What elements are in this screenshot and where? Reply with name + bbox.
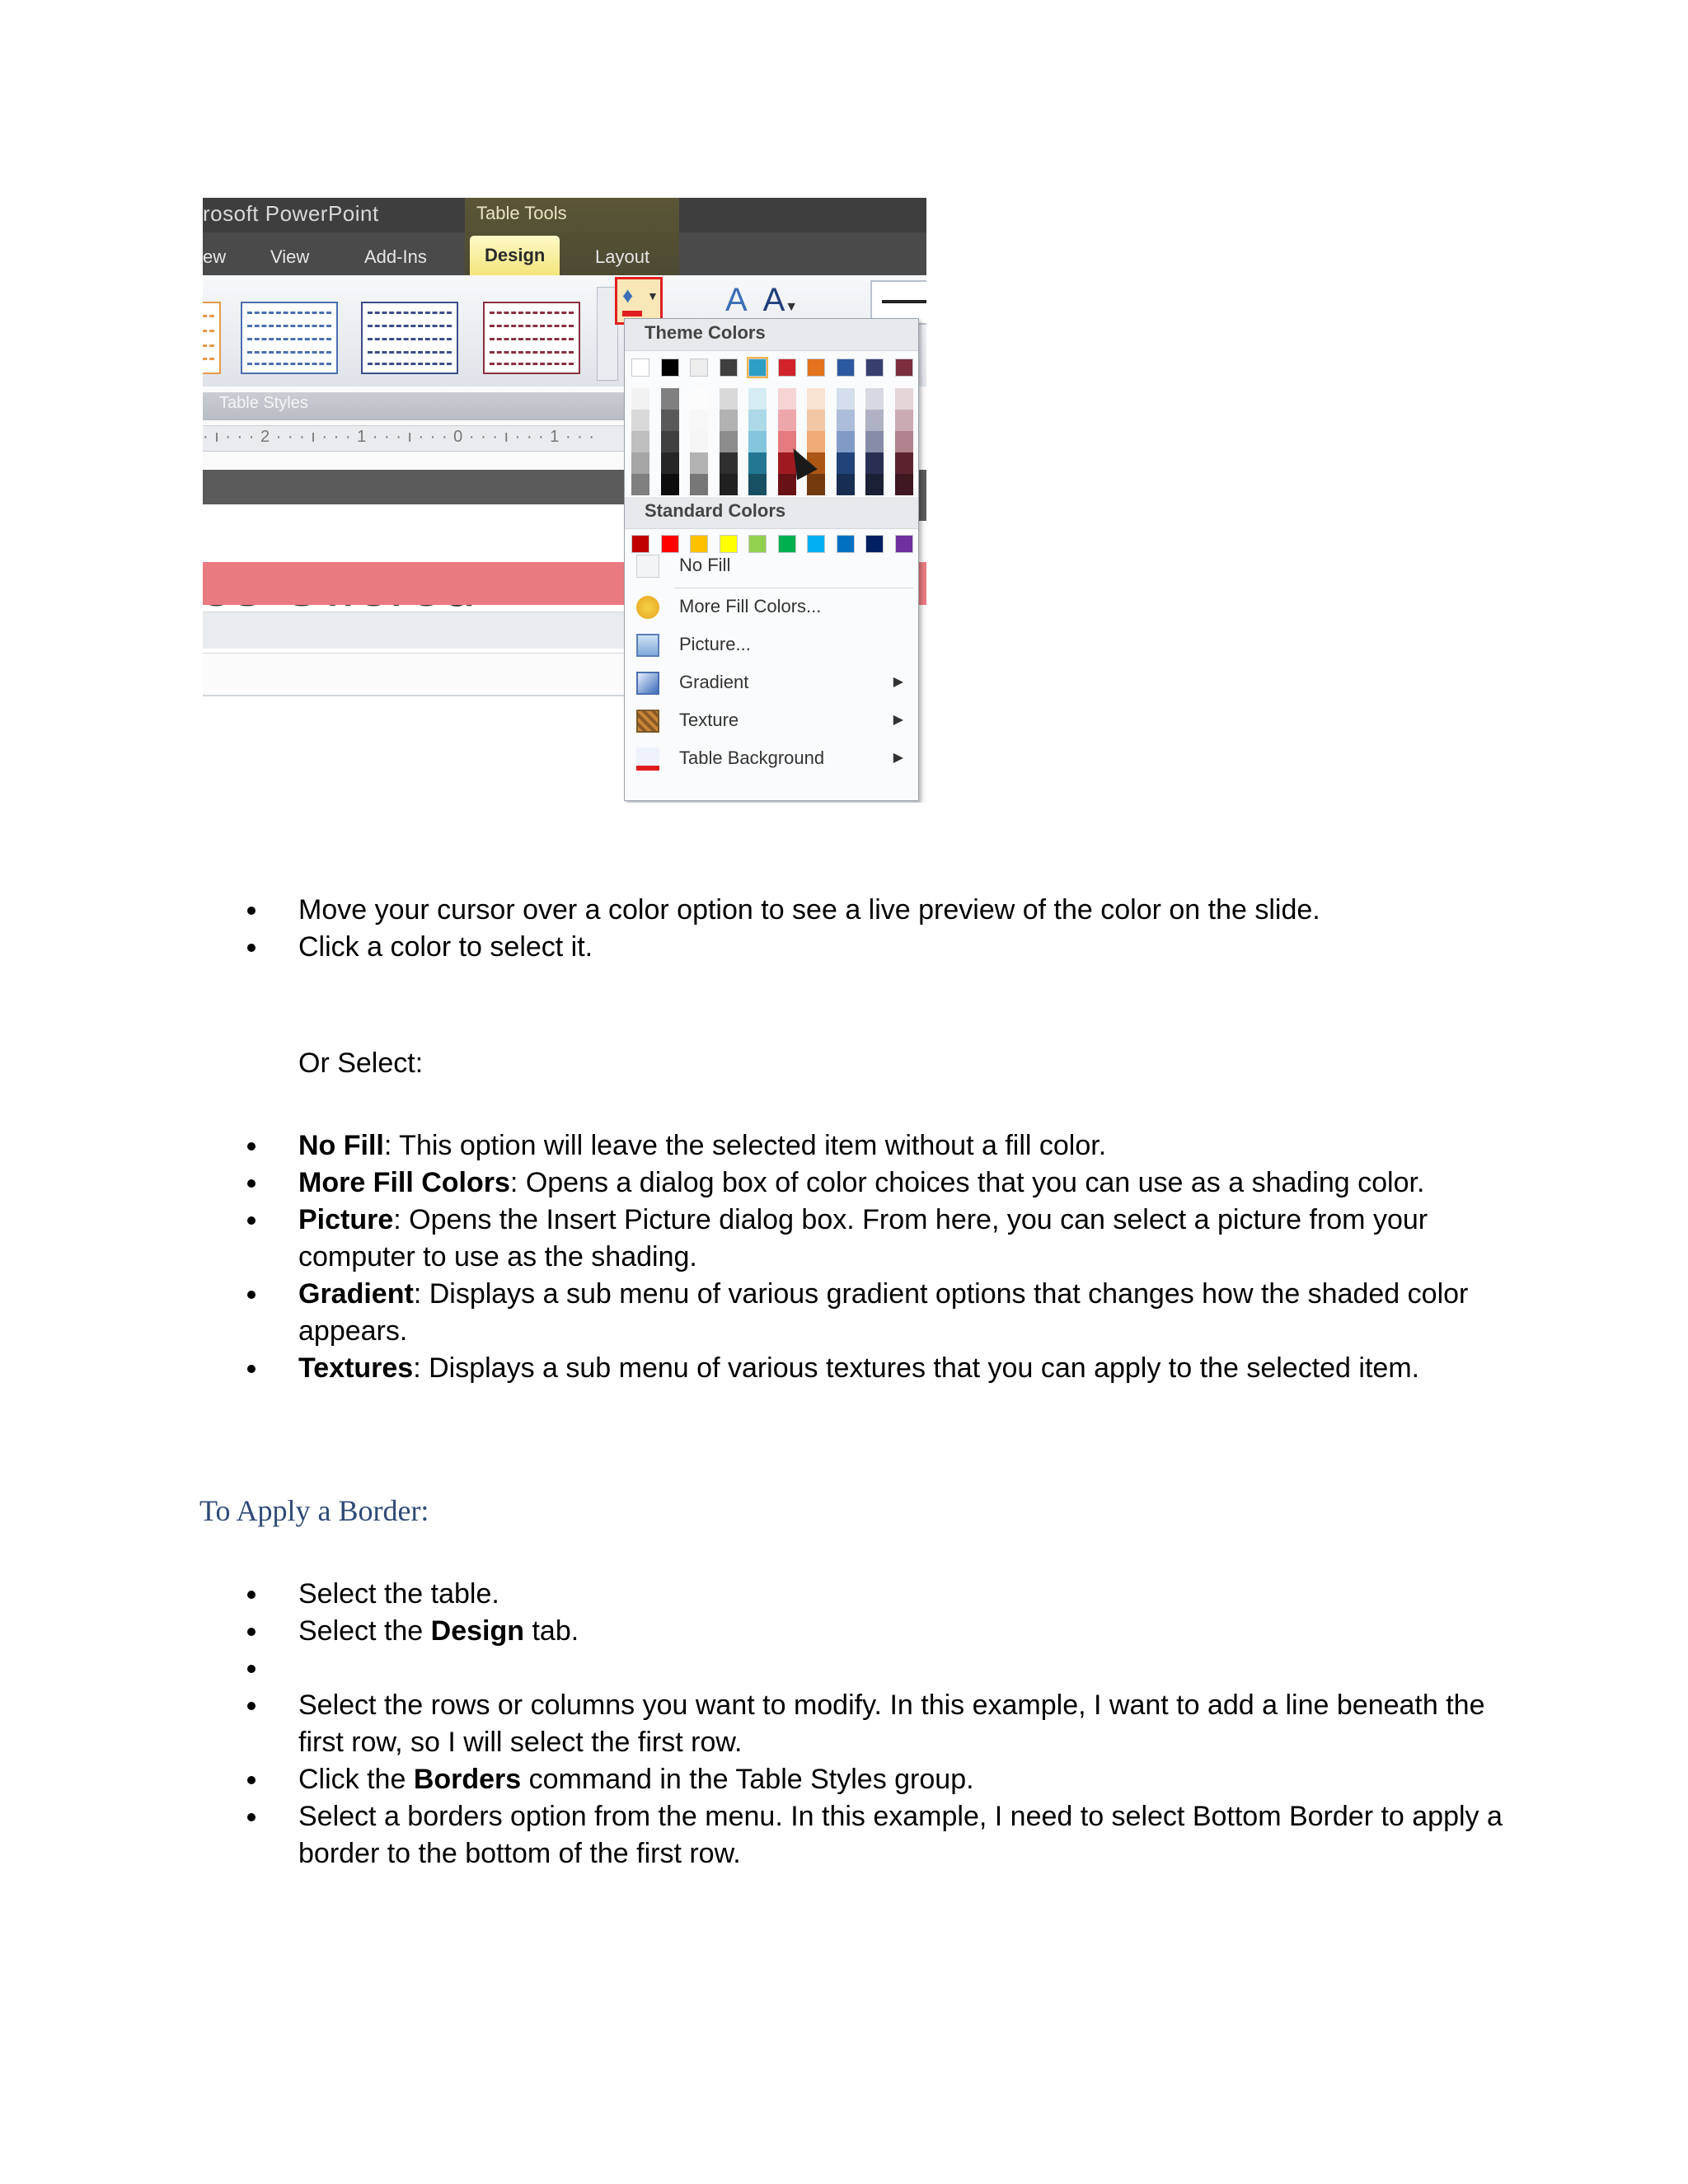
theme-color-shade[interactable]: [661, 452, 679, 474]
standard-colors-header: Standard Colors: [625, 497, 918, 529]
theme-color-shade[interactable]: [865, 474, 884, 495]
theme-color-shade[interactable]: [807, 388, 825, 410]
theme-color-shade[interactable]: [895, 452, 913, 474]
menu-item-table-background[interactable]: Table Background ▶: [625, 743, 918, 779]
theme-color-shade[interactable]: [748, 388, 767, 410]
tab-view[interactable]: View: [270, 246, 310, 267]
theme-color-shade[interactable]: [895, 431, 913, 452]
list-item: Select a borders option from the menu. In this example, I need to select Bottom Border to apply a border to the bottom of the first row.: [247, 1798, 1517, 1872]
theme-color-shade[interactable]: [837, 388, 855, 410]
theme-color-shade[interactable]: [631, 452, 649, 474]
table-styles-group-label: Table Styles: [203, 392, 631, 420]
or-select-label: Or Select:: [298, 1047, 424, 1079]
theme-color-shade[interactable]: [631, 410, 649, 431]
theme-color-shade[interactable]: [865, 431, 884, 452]
shading-dropdown: [624, 318, 919, 801]
theme-color-swatch[interactable]: [865, 359, 884, 377]
menu-item-no-fill[interactable]: No Fill: [625, 550, 918, 586]
table-background-icon: [636, 748, 659, 771]
menu-item-more-fill-colors[interactable]: More Fill Colors...: [625, 591, 918, 627]
border-steps-list: [247, 1576, 1517, 1872]
tab-add-ins[interactable]: Add-Ins: [364, 246, 427, 267]
theme-color-shade[interactable]: [807, 474, 825, 495]
theme-color-shade[interactable]: [895, 410, 913, 431]
theme-color-shade[interactable]: [690, 410, 708, 431]
theme-color-shade[interactable]: [778, 474, 796, 495]
theme-color-swatch[interactable]: [807, 359, 825, 377]
theme-color-swatch[interactable]: [690, 359, 708, 377]
table-row[interactable]: [203, 612, 631, 649]
no-fill-icon: [636, 555, 659, 578]
table-style-maroon[interactable]: [483, 302, 580, 374]
theme-color-swatch[interactable]: [661, 359, 679, 377]
theme-color-shade[interactable]: [865, 410, 884, 431]
menu-item-texture[interactable]: Texture ▶: [625, 705, 918, 741]
chevron-down-icon: ▼: [647, 289, 659, 302]
theme-color-swatch[interactable]: [895, 359, 913, 377]
list-item: No Fill: This option will leave the selected item without a fill color.: [247, 1127, 1517, 1165]
theme-color-shade[interactable]: [837, 452, 855, 474]
tab-design[interactable]: Design: [470, 236, 560, 275]
section-heading: To Apply a Border:: [199, 1494, 429, 1527]
theme-color-shade[interactable]: [631, 431, 649, 452]
submenu-arrow-icon: ▶: [893, 751, 903, 765]
theme-color-shade[interactable]: [895, 388, 913, 410]
menu-item-picture[interactable]: Picture...: [625, 629, 918, 665]
theme-color-shade[interactable]: [690, 431, 708, 452]
texture-icon: [636, 710, 659, 733]
table-style-orange[interactable]: [203, 302, 221, 374]
list-item: Click the Borders command in the Table Styles group.: [247, 1761, 1517, 1798]
text-effects-icons[interactable]: A A▼: [725, 282, 799, 318]
theme-color-shade[interactable]: [778, 388, 796, 410]
list-item: Select the table.: [247, 1576, 1517, 1613]
submenu-arrow-icon: ▶: [893, 713, 903, 727]
theme-color-shade[interactable]: [661, 474, 679, 495]
theme-color-shade[interactable]: [837, 410, 855, 431]
tab-layout[interactable]: Layout: [595, 246, 650, 267]
theme-color-shade[interactable]: [661, 431, 679, 452]
theme-color-shade[interactable]: [631, 388, 649, 410]
theme-color-shade[interactable]: [807, 431, 825, 452]
theme-color-shade[interactable]: [865, 452, 884, 474]
list-item: Picture: Opens the Insert Picture dialog box. From here, you can select a picture from your computer to use as the shading.: [247, 1202, 1517, 1276]
shading-color-bar: [622, 311, 642, 316]
theme-color-shade[interactable]: [748, 410, 767, 431]
app-title: rosoft PowerPoint: [203, 201, 379, 226]
theme-colors-header: Theme Colors: [625, 319, 918, 351]
theme-color-swatch[interactable]: [837, 359, 855, 377]
theme-color-shade[interactable]: [837, 431, 855, 452]
theme-color-shade[interactable]: [748, 431, 767, 452]
table-style-blue[interactable]: [241, 302, 338, 374]
submenu-arrow-icon: ▶: [893, 675, 903, 689]
theme-color-swatch[interactable]: [748, 359, 767, 377]
list-item: Gradient: Displays a sub menu of various gradient options that changes how the shaded color appears.: [247, 1276, 1517, 1350]
theme-color-shade[interactable]: [661, 410, 679, 431]
theme-color-shade[interactable]: [895, 474, 913, 495]
palette-icon: [636, 596, 659, 619]
theme-color-shade[interactable]: [748, 452, 767, 474]
list-item: More Fill Colors: Opens a dialog box of color choices that you can use as a shading color.: [247, 1165, 1517, 1202]
picture-icon: [636, 634, 659, 657]
gradient-icon: [636, 672, 659, 695]
color-steps-list: [247, 892, 1517, 966]
theme-color-shade[interactable]: [720, 410, 738, 431]
theme-color-swatch[interactable]: [720, 359, 738, 377]
paint-bucket-icon: ♦: [622, 283, 634, 307]
list-item: Textures: Displays a sub menu of various textures that you can apply to the selected item.: [247, 1350, 1517, 1387]
theme-color-shade[interactable]: [807, 410, 825, 431]
list-item: [247, 1650, 1517, 1687]
theme-color-shade[interactable]: [778, 410, 796, 431]
theme-color-shade[interactable]: [661, 388, 679, 410]
table-tools-label: Table Tools: [476, 203, 567, 223]
tab-review[interactable]: ew: [203, 246, 227, 267]
table-row[interactable]: [203, 653, 631, 696]
list-item: Select the Design tab.: [247, 1613, 1517, 1650]
theme-color-shade[interactable]: [837, 474, 855, 495]
theme-color-shade[interactable]: [865, 388, 884, 410]
list-item: Select the rows or columns you want to modify. In this example, I want to add a line beneath the first row, so I will select the first row.: [247, 1687, 1517, 1761]
list-item: Click a color to select it.: [247, 929, 1517, 966]
powerpoint-screenshot: [203, 198, 926, 803]
theme-color-shade[interactable]: [720, 431, 738, 452]
theme-color-swatch[interactable]: [778, 359, 796, 377]
menu-item-gradient[interactable]: Gradient ▶: [625, 667, 918, 703]
theme-color-shade[interactable]: [720, 452, 738, 474]
table-style-navy[interactable]: [361, 302, 458, 374]
theme-color-shade[interactable]: [690, 474, 708, 495]
theme-color-shade[interactable]: [720, 474, 738, 495]
theme-color-shade[interactable]: [690, 388, 708, 410]
ruler: · ı · · · 2 · · · ı · · · 1 · · · ı · · · 0 · · · ı · · · 1 · · ·: [203, 425, 631, 452]
list-item: Move your cursor over a color option to see a live preview of the color on the slide.: [247, 892, 1517, 929]
theme-color-shade[interactable]: [748, 474, 767, 495]
theme-color-shade[interactable]: [631, 474, 649, 495]
theme-color-shade[interactable]: [720, 388, 738, 410]
theme-color-shade[interactable]: [690, 452, 708, 474]
fill-options-list: [247, 1127, 1517, 1387]
theme-color-swatch[interactable]: [631, 359, 649, 377]
